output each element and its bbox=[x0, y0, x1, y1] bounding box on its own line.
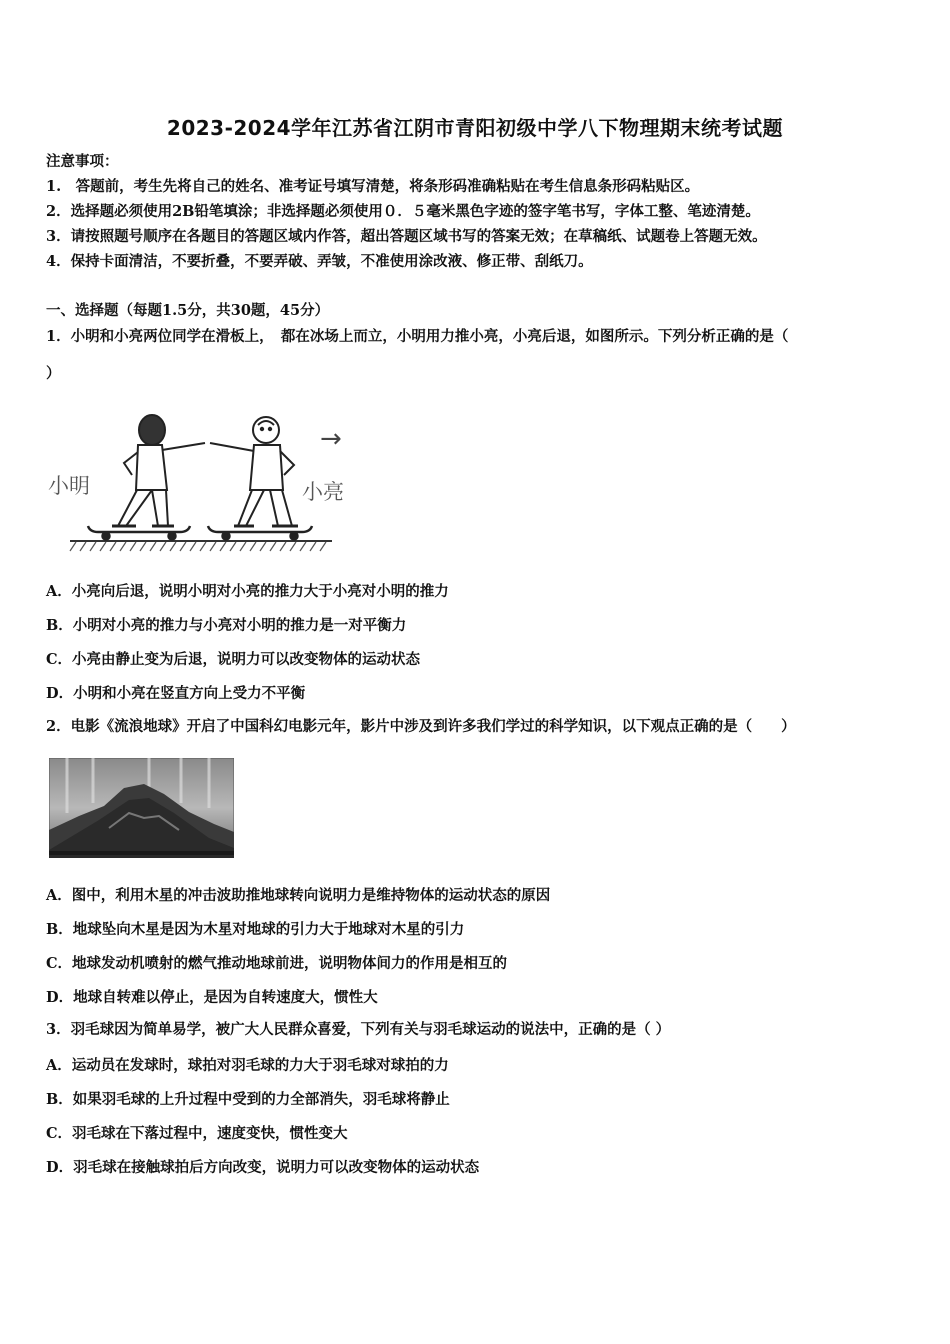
question-3-option-b: B．如果羽毛球的上升过程中受到的力全部消失，羽毛球将静止 bbox=[46, 1091, 450, 1108]
question-1-stem-cont: ） bbox=[46, 365, 61, 382]
notice-item: 1. 答题前，考生先将自己的姓名、准考证号填写清楚，将条形码准确粘贴在考生信息条形码粘贴区。 bbox=[46, 178, 700, 195]
figure-label-xiaoliang: 小亮 bbox=[302, 480, 344, 504]
question-2-option-d: D．地球自转难以停止，是因为自转速度大，惯性大 bbox=[46, 989, 378, 1006]
question-2-option-b: B．地球坠向木星是因为木星对地球的引力大于地球对木星的引力 bbox=[46, 921, 465, 938]
notice-item: 4．保持卡面清洁，不要折叠，不要弄破、弄皱，不准使用涂改液、修正带、刮纸刀。 bbox=[46, 253, 593, 270]
notice-item: 2．选择题必须使用2B铅笔填涂；非选择题必须使用０．５毫米黑色字迹的签字笔书写，字体工整、笔迹清楚。 bbox=[46, 203, 760, 220]
movie-still-image bbox=[49, 758, 234, 858]
question-3-option-c: C．羽毛球在下落过程中，速度变快，惯性变大 bbox=[46, 1125, 348, 1142]
question-2-option-c: C．地球发动机喷射的燃气推动地球前进，说明物体间力的作用是相互的 bbox=[46, 955, 508, 972]
skaters-figure bbox=[40, 405, 370, 560]
question-3-option-d: D．羽毛球在接触球拍后方向改变，说明力可以改变物体的运动状态 bbox=[46, 1159, 480, 1176]
question-2-option-a: A．图中，利用木星的冲击波助推地球转向说明力是维持物体的运动状态的原因 bbox=[46, 887, 551, 904]
question-1-option-a: A．小亮向后退，说明小明对小亮的推力大于小亮对小明的推力 bbox=[46, 583, 449, 600]
notice-item: 3．请按照题号顺序在各题目的答题区域内作答，超出答题区域书写的答案无效；在草稿纸、试题卷上答题无效。 bbox=[46, 228, 767, 245]
direction-arrow-icon: → bbox=[320, 424, 342, 454]
question-3-option-a: A．运动员在发球时，球拍对羽毛球的力大于羽毛球对球拍的力 bbox=[46, 1057, 449, 1074]
question-2-stem: 2．电影《流浪地球》开启了中国科幻电影元年，影片中涉及到许多我们学过的科学知识，以下观点正确的是（ ） bbox=[46, 718, 796, 735]
question-1-option-b: B．小明对小亮的推力与小亮对小明的推力是一对平衡力 bbox=[46, 617, 407, 634]
question-1-stem: 1．小明和小亮两位同学在滑板上， 都在冰场上而立，小明用力推小亮，小亮后退，如图所示。下列分析正确的是（ bbox=[46, 328, 789, 345]
page-title: 2023-2024学年江苏省江阴市青阳初级中学八下物理期末统考试题 bbox=[166, 116, 784, 140]
section-heading: 一、选择题（每题1.5分，共30题，45分） bbox=[46, 302, 330, 319]
notice-heading: 注意事项： bbox=[46, 153, 119, 170]
question-3-stem: 3．羽毛球因为简单易学，被广大人民群众喜爱，下列有关与羽毛球运动的说法中，正确的是（ ） bbox=[46, 1021, 671, 1038]
figure-label-xiaoming: 小明 bbox=[48, 474, 90, 498]
question-1-option-c: C．小亮由静止变为后退，说明力可以改变物体的运动状态 bbox=[46, 651, 421, 668]
question-1-option-d: D．小明和小亮在竖直方向上受力不平衡 bbox=[46, 685, 306, 702]
